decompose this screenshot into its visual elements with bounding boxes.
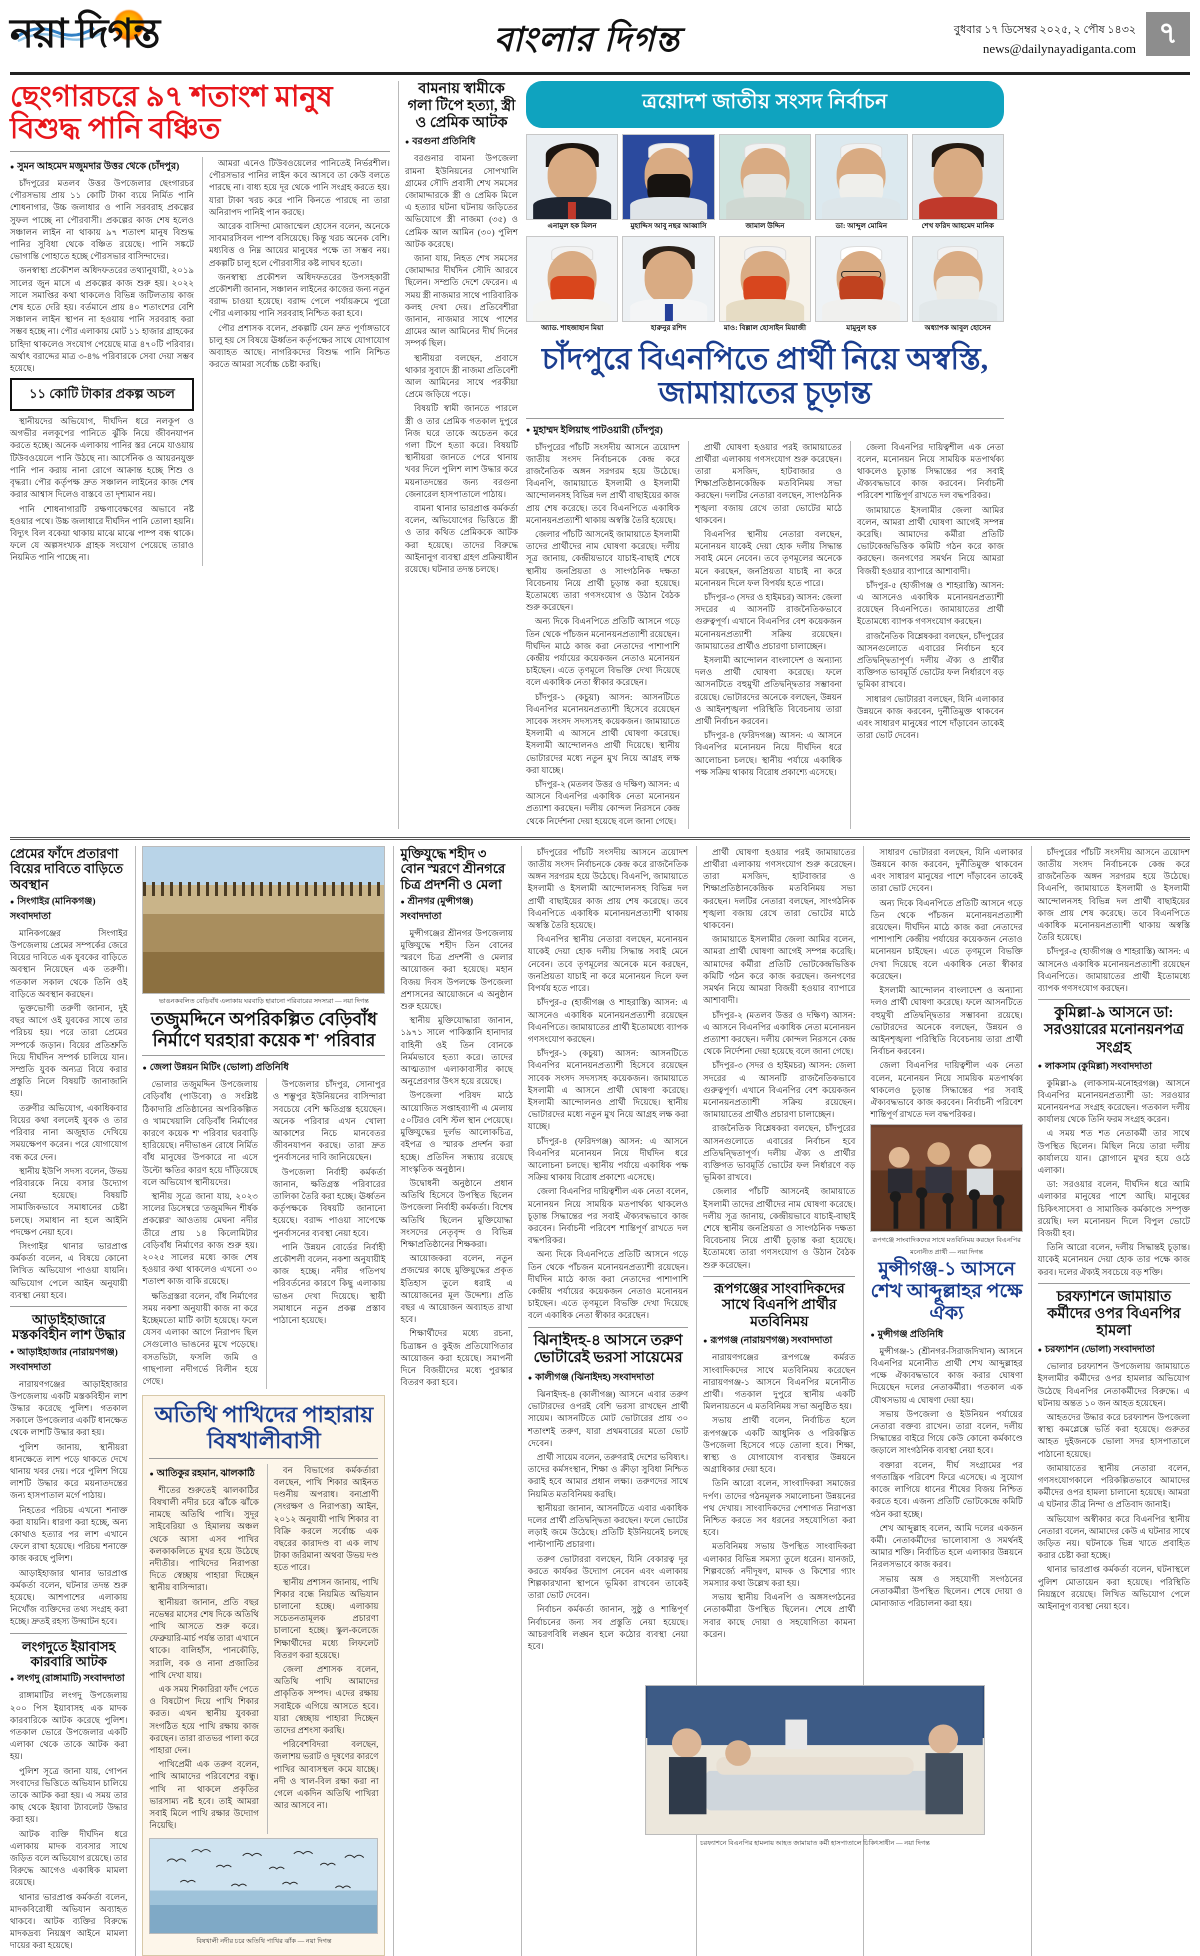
tajumuddin-body-a: ভোলার তজুমদ্দিন উপজেলায় বেড়িবাঁধ (পাউবো) ও সংশ্লিষ্ট ঠিকাদারি প্রতিষ্ঠানের অপরিকল্পিত ও খামখেয়ালি বেড়িবাঁধ নির্মাণের কারণে কয়েক শ' পরিবার ঘরবাড়ি হারিয়েছে। নদীভাঙন রোধে নির্মিত বাঁধ মানুষের উপকারে না এসে উল্টো ক্ষতির কারণ হয়ে দাঁড়িয়েছে বলে অভিযোগ স্থানীয়দের। স্থানীয় সূত্রে জানা যায়, ২০২৩ সালের ডিসেম্বরে 'তজুমদ্দিন শীর্ষক প্রকল্পের' আওতায় মেঘনা নদীর তীরে প্রায় ১৪ কিলোমিটার বেড়িবাঁধ নির্মাণের কাজ শুরু হয়। ২০২৫ সালের মধ্যে কাজ শেষ হওয়ার কথা থাকলেও এখনো ৩০ শতাংশ কাজ বাকি রয়েছে। ক্ষতিগ্রস্তরা বলেন, বাঁধ নির্মাণের সময় নকশা অনুযায়ী কাজ না করে ইচ্ছেমতো মাটি কাটা হয়েছে। ফলে যেসব এলাকা আগে নিরাপদ ছিল সেগুলোও ভাঙনের মুখে পড়েছে। বসতভিটা, ফসলি জমি ও গাছপালা নদীগর্ভে বিলীন হয়ে গেছে। — [142, 1079, 258, 1387]
candidate-photo — [719, 134, 811, 220]
left-rail — [10, 846, 127, 1956]
murder-story — [398, 81, 518, 829]
langadu-story — [10, 1639, 127, 1952]
logo-mark — [10, 8, 220, 60]
candidate-card[interactable] — [912, 134, 1004, 230]
candidate-name: হারুনুর রশিদ — [650, 324, 687, 333]
erosion-photo-caption: ভাঙনকবলিত বেড়িবাঁধ এলাকায় ঘরবাড়ি হারানো পরিবারের সদস্যরা — নয়া দিগন্ত — [159, 998, 369, 1006]
chapafasan-story — [1038, 1289, 1190, 1612]
rupganj-headline: রূপগঞ্জের সাংবাদিকদের সাথে বিএনপি প্রার্থীর মতবিনিময় — [713, 1281, 845, 1330]
langadu-body: রাঙ্গামাটির লংগদু উপজেলায় ২০০ পিস ইয়াবাসহ এক মাদক কারবারিকে আটক করেছে পুলিশ। গতকাল ভোরে উপজেলার একটি এলাকা থেকে তাকে আটক করা হয়। পুলিশ সূত্রে জানা যায়, গোপন সংবাদের ভিত্তিতে অভিযান চালিয়ে তাকে আটক করা হয়। এ সময় তার কাছ থেকে ইয়াবা ট্যাবলেট উদ্ধার করা হয়। আটক ব্যক্তি দীর্ঘদিন ধরে এলাকায় মাদক ব্যবসার সাথে জড়িত বলে অভিযোগ রয়েছে। তার বিরুদ্ধে আগেও একাধিক মামলা রয়েছে। থানার ভারপ্রাপ্ত কর্মকর্তা বলেন, মাদকবিরোধী অভিযান অব্যাহত থাকবে। আটক ব্যক্তির বিরুদ্ধে মাদকদ্রব্য নিয়ন্ত্রণ আইনে মামলা দায়ের করা হয়েছে। — [10, 1690, 128, 1951]
microphones-icon — [871, 1125, 1021, 1231]
hospital-photo — [645, 1685, 985, 1835]
hospital-scene-icon — [646, 1686, 984, 1834]
promar-story — [10, 846, 127, 1301]
candidate-photo — [815, 236, 907, 322]
candidate-grid-row2 — [526, 236, 1004, 332]
candidate-photo — [719, 236, 811, 322]
election-continuation-3: সাধারণ ভোটাররা বলছেন, যিনি এলাকার উন্নয়নে কাজ করবেন, দুর্নীতিমুক্ত থাকবেন এবং সাধারণ মানুষের পাশে দাঁড়াবেন তাকেই তারা ভোট দেবেন। অন্য দিকে বিএনপিতে প্রতিটি আসনে গড়ে তিন থেকে পাঁচজন মনোনয়নপ্রত্যাশী রয়েছেন। দীর্ঘদিন মাঠে কাজ করা নেতাদের পাশাপাশি কেন্দ্রীয় পর্যায়ের কয়েকজন নেতাও মনোনয়ন চাইছেন। এতে তৃণমূলে বিভক্তি দেখা দিয়েছে বলে একাধিক নেতা স্বীকার করেছেন। ইসলামী আন্দোলন বাংলাদেশ ও অন্যান্য দলও প্রার্থী ঘোষণা করেছে। ফলে আসনটিতে বহুমুখী প্রতিদ্বন্দ্বিতার সম্ভাবনা রয়েছে। ভোটারদের অনেকে বলছেন, উন্নয়ন ও আইনশৃঙ্খলা পরিস্থিতি বিবেচনায় তারা প্রার্থী নির্বাচন করবেন। জেলা বিএনপির দায়িত্বশীল এক নেতা বলেন, মনোনয়ন নিয়ে সাময়িক মতপার্থক্য থাকলেও চূড়ান্ত সিদ্ধান্তের পর সবাই ঐক্যবদ্ধভাবে কাজ করবেন। নির্বাচনী পরিবেশ শান্তিপূর্ণ রাখতে দল বদ্ধপরিকর। — [870, 846, 1023, 1120]
candidate-photo — [622, 236, 714, 322]
candidate-card[interactable] — [719, 236, 811, 332]
candidate-name: মুহাদ্দিস আবু নছর আব্বাসি — [630, 222, 707, 230]
comilla-body: কুমিল্লা-৯ (লাকসাম-মনোহরগঞ্জ) আসনে বিএনপির মনোনয়নপ্রত্যাশী ডা: সরওয়ার মনোনয়নপত্র সংগ্রহ করেছেন। গতকাল দলীয় কার্যালয় থেকে তিনি ফরম সংগ্রহ করেন। এ সময় শত শত নেতাকর্মী তার সাথে উপস্থিত ছিলেন। মিছিল নিয়ে তারা দলীয় কার্যালয়ে যান। স্লোগানে মুখর হয়ে ওঠে এলাকা। ডা: সরওয়ার বলেন, দীর্ঘদিন ধরে আমি এলাকার মানুষের পাশে আছি। মানুষের চিকিৎসাসেবা ও সামাজিক কর্মকাণ্ডে সম্পৃক্ত রয়েছি। দল মনোনয়ন দিলে বিপুল ভোটে বিজয়ী হব। তিনি আরো বলেন, দলীয় সিদ্ধান্তই চূড়ান্ত। যাকেই মনোনয়ন দেয়া হোক তার পক্ষে কাজ করব। দলের ঐক্যই সবচেয়ে বড় শক্তি। — [1037, 1077, 1191, 1277]
election-body-c: জেলা বিএনপির দায়িত্বশীল এক নেতা বলেন, মনোনয়ন নিয়ে সাময়িক মতপার্থক্য থাকলেও চূড়ান্ত সিদ্ধান্তের পর সবাই ঐক্যবদ্ধভাবে কাজ করবেন। নির্বাচনী পরিবেশ শান্তিপূর্ণ রাখতে দল বদ্ধপরিকর। জামায়াতে ইসলামীর জেলা আমির বলেন, আমরা প্রার্থী ঘোষণা আগেই সম্পন্ন করেছি। আমাদের কর্মীরা প্রতিটি ভোটকেন্দ্রভিত্তিক কমিটি গঠন করে কাজ করছেন। জনগণের সমর্থন নিয়ে আমরা বিজয়ী হওয়ার ব্যাপারে আশাবাদী। চাঁদপুর-৫ (হাজীগঞ্জ ও শাহরাস্তি) আসন: এ আসনেও একাধিক মনোনয়নপ্রত্যাশী রয়েছেন বিএনপিতে। জামায়াতের প্রার্থী ইতোমধ্যে ব্যাপক গণসংযোগ করছেন। রাজনৈতিক বিশ্লেষকরা বলছেন, চাঁদপুরের আসনগুলোতে এবারের নির্বাচন হবে প্রতিদ্বন্দ্বিতাপূর্ণ। দলীয় ঐক্য ও প্রার্থীর ব্যক্তিগত ভাবমূর্তি ভোটের ফল নির্ধারণে বড় ভূমিকা রাখবে। সাধারণ ভোটাররা বলছেন, যিনি এলাকার উন্নয়নে কাজ করবেন, দুর্নীতিমুক্ত থাকবেন এবং সাধারণ মানুষের পাশে দাঁড়াবেন তাকেই তারা ভোট দেবেন। — [857, 441, 1004, 741]
candidate-card[interactable] — [719, 134, 811, 230]
lead-byline: ● সুমন আহমেদ মজুমদার উত্তর থেকে (চাঁদপুর) — [10, 160, 194, 175]
lead-body-left: চাঁদপুরের মতলব উত্তর উপজেলার ছেংগারচর পৌরসভায় প্রায় ১১ কোটি টাকা ব্যয়ে নির্মিত পানি শোধনাগার, উচ্চ জলাধার ও পানি সরবরাহ প্রকল্পের সুফল পাচ্ছে না পৌরবাসী। প্রকল্পের কাজ শেষ হলেও সঞ্চালন লাইন না থাকায় ৯৭ শতাংশ মানুষ বিশুদ্ধ পানির সুবিধা থেকে বঞ্চিত রয়েছে। পানি সঙ্কটে ভোগান্তি পোহাতে হচ্ছে পৌরসভার বাসিন্দাদের। জনস্বাস্থ্য প্রকৌশল অধিদফতরের তথ্যানুযায়ী, ২০১৯ সালের জুন মাসে এ প্রকল্পের কাজ শুরু হয়। ২০২২ সালে সমাপ্তির কথা থাকলেও বিভিন্ন জটিলতায় কাজ শেষ হতে দেরি হয়। বর্তমানে প্রায় ৪০ শতাংশের বেশি সঞ্চালন লাইন স্থাপন না হওয়ায় পানি সরবরাহ করা সম্ভব হচ্ছে না। পৌর এলাকায় মোট ১১ হাজার গ্রাহকের চাহিদা থাকলেও সংযোগ পেয়েছে মাত্র ৪৭০টি পরিবার। অর্থাৎ বরাদ্দের মাত্র ৩-৪% পরিবারকে সেবা দেয়া সম্ভব হয়েছে। ১১ কোটি টাকার প্রকল্প অচল স্থানীয়দের অভিযোগ, দীর্ঘদিন ধরে নলকূপ ও অগভীর নলকূপের পানিতে ঝুঁকি নিয়ে জীবনযাপন করতে হচ্ছে। অনেক এলাকায় পানির স্তর নেমে যাওয়ায় টিউবওয়েলে পানি উঠছে না। আর্সেনিক ও আয়রনযুক্ত পানি পান করায় নানা রোগে আক্রান্ত হচ্ছে শিশু ও বৃদ্ধরা। পৌর কর্তৃপক্ষ দ্রুত সঞ্চালন লাইনের কাজ শেষ করার আশ্বাস দিলেও বাস্তবে তা দৃশ্যমান নয়। পানি শোধনাগারটি রক্ষণাবেক্ষণের অভাবে নষ্ট হওয়ার পথে। উচ্চ জলাধারে দীর্ঘদিন পানি তোলা হয়নি। বিদ্যুৎ বিল বকেয়া থাকায় মাঝে মাঝে পাম্প বন্ধ থাকে। ফলে যে অল্পসংখ্যক গ্রাহক সংযোগ পেয়েছে তারাও নিয়মিত পানি পাচ্ছে না। — [10, 177, 194, 563]
munshiganj-body: মুন্সীগঞ্জ-১ (শ্রীনগর-সিরাজদিখান) আসনে বিএনপির মনোনীত প্রার্থী শেখ আব্দুল্লাহর পক্ষে ঐক্যবদ্ধভাবে কাজ করার ঘোষণা দিয়েছেন দলের নেতাকর্মীরা। গতকাল এক যৌথসভায় এ ঘোষণা দেয়া হয়। সভায় উপজেলা ও ইউনিয়ন পর্যায়ের নেতারা বক্তব্য রাখেন। তারা বলেন, দলীয় সিদ্ধান্তের বাইরে গিয়ে কেউ কোনো কর্মকাণ্ডে জড়ালে সাংগঠনিক ব্যবস্থা নেয়া হবে। বক্তারা বলেন, দীর্ঘ সংগ্রামের পর গণতান্ত্রিক পরিবেশ ফিরে এসেছে। এ সুযোগ কাজে লাগিয়ে ধানের শীষের বিজয় নিশ্চিত করতে হবে। এজন্য প্রতিটি ভোটকেন্দ্রে কমিটি গঠন করা হচ্ছে। শেখ আব্দুল্লাহ বলেন, আমি দলের একজন কর্মী। নেতাকর্মীদের ভালোবাসা ও সমর্থনই আমার শক্তি। নির্বাচিত হলে এলাকার উন্নয়নে নিরলসভাবে কাজ করব। সভায় অঙ্গ ও সহযোগী সংগঠনের নেতাকর্মীরা উপস্থিত ছিলেন। শেষে দোয়া ও মোনাজাত পরিচালনা করা হয়। — [870, 1345, 1023, 1608]
lead-headline: ছেংগারচরে ৯৭ শতাংশ মানুষ বিশুদ্ধ পানি বঞ্চিত — [10, 81, 333, 146]
rupganj-body: নারায়ণগঞ্জের রূপগঞ্জে কর্মরত সাংবাদিকদের সাথে মতবিনিময় করেছেন নারায়ণগঞ্জ-১ আসনে বিএনপির মনোনীত প্রার্থী। গতকাল দুপুরে স্থানীয় একটি মিলনায়তনে এ মতবিনিময় সভা অনুষ্ঠিত হয়। সভায় প্রার্থী বলেন, নির্বাচিত হলে রূপগঞ্জকে একটি আধুনিক ও পরিকল্পিত উপজেলা হিসেবে গড়ে তোলা হবে। শিক্ষা, স্বাস্থ্য ও যোগাযোগ ব্যবস্থার উন্নয়নে অগ্রাধিকার দেয়া হবে। তিনি আরো বলেন, সাংবাদিকরা সমাজের দর্পণ। তাদের গঠনমূলক সমালোচনা উন্নয়নের পথ দেখায়। সাংবাদিকদের পেশাগত নিরাপত্তা নিশ্চিত করতে সব ধরনের সহযোগিতা করা হবে। মতবিনিময় সভায় উপস্থিত সাংবাদিকরা এলাকার বিভিন্ন সমস্যা তুলে ধরেন। যানজট, শিল্পবর্জ্যে নদীদূষণ, মাদক ও কিশোর গ্যাং সমস্যার কথা উল্লেখ করা হয়। সভায় স্থানীয় বিএনপি ও অঙ্গসংগঠনের নেতাকর্মীরা উপস্থিত ছিলেন। শেষে প্রার্থী সবার কাছে দোয়া ও সহযোগিতা কামনা করেন। — [703, 1352, 856, 1639]
candidate-photo — [526, 236, 618, 322]
top-zone — [10, 81, 1190, 829]
araihazar-byline: ● আড়াইহাজার (নারায়ণগঞ্জ) সংবাদদাতা — [10, 1346, 127, 1376]
center-left-rail — [135, 846, 385, 1956]
muktijuddho-byline: ● শ্রীনগর (মুন্সীগঞ্জ) সংবাদদাতা — [400, 895, 512, 925]
birds-headline: অতিথি পাখিদের পাহারায় বিষখালীবাসী — [154, 1402, 374, 1453]
mid-zone — [10, 846, 1190, 1956]
election-banner: ত্রয়োদশ জাতীয় সংসদ নির্বাচন — [526, 81, 1004, 128]
munshiganj-byline: ● মুন্সীগঞ্জ প্রতিনিধি — [870, 1328, 1022, 1343]
lead-story — [10, 81, 390, 829]
flying-birds-icon — [150, 1839, 377, 1933]
election-main-headline: চাঁদপুরে বিএনপিতে প্রার্থী নিয়ে অস্বস্তি, জামায়াতের চূড়ান্ত — [541, 342, 989, 411]
candidate-photo — [815, 134, 907, 220]
press-conference-photo — [870, 1124, 1022, 1232]
candidate-photo — [912, 236, 1004, 322]
right-rail — [1031, 846, 1190, 1956]
candidate-card[interactable] — [526, 236, 618, 332]
birds-byline: ● আতিকুর রহমান, ঝালকাঠি — [149, 1467, 258, 1482]
page-number-badge: ৭ — [1146, 12, 1190, 56]
masthead-meta — [954, 8, 1136, 58]
candidate-grid-row1 — [526, 134, 1004, 230]
candidate-card[interactable] — [815, 134, 907, 230]
erosion-photo — [142, 846, 385, 994]
birds-photo-caption: বিষখালী নদীর চরে অতিথি পাখির ঝাঁক — নয়া দিগন্ত — [196, 1938, 332, 1945]
candidate-card[interactable] — [912, 236, 1004, 332]
munshiganj-headline: মুন্সীগঞ্জ-১ আসনে শেখ আব্দুল্লাহর পক্ষে ঐক্য — [870, 1259, 1023, 1325]
murder-headline: বামনায় স্বামীকে গলা টিপে হত্যা, স্ত্রী ও প্রেমিক আটক — [407, 81, 516, 132]
jhenaidah-headline: ঝিনাইদহ-৪ আসনে তরুণ ভোটারেই ভরসা সায়েমের — [533, 1332, 683, 1367]
comilla-byline: ● লাকসাম (কুমিল্লা) সংবাদদাতা — [1038, 1060, 1190, 1075]
langadu-headline: লংগদুতে ইয়াবাসহ কারবারি আটক — [21, 1638, 116, 1669]
hospital-photo-caption: চরফ্যাশনে বিএনপির হামলায় আহত জামায়াত কর্মী হাসপাতালে চিকিৎসাধীন — নয়া দিগন্ত — [700, 1839, 930, 1847]
jhenaidah-byline: ● কালীগঞ্জ (ঝিনাইদহ) সংবাদদাতা — [528, 1371, 688, 1386]
section-divider — [10, 837, 1190, 840]
candidate-photo — [622, 134, 714, 220]
comilla-headline: কুমিল্লা-৯ আসনে ডা: সরওয়ারের মনোনয়নপত্র সংগ্রহ — [1044, 1005, 1184, 1056]
araihazar-body: নারায়ণগঞ্জের আড়াইহাজার উপজেলায় একটি মস্তকবিহীন লাশ উদ্ধার করেছে পুলিশ। গতকাল সকালে উপজেলার একটি ধানক্ষেত থেকে লাশটি উদ্ধার করা হয়। পুলিশ জানায়, স্থানীয়রা ধানক্ষেতে লাশ পড়ে থাকতে দেখে থানায় খবর দেয়। পরে পুলিশ গিয়ে লাশটি উদ্ধার করে ময়নাতদন্তের জন্য হাসপাতাল মর্গে পাঠায়। নিহতের পরিচয় এখনো শনাক্ত করা যায়নি। ধারণা করা হচ্ছে, অন্য কোথাও হত্যার পর লাশ এখানে ফেলে রাখা হয়েছে। পরিচয় শনাক্তে কাজ করছে পুলিশ। আড়াইহাজার থানার ভারপ্রাপ্ত কর্মকর্তা বলেন, ঘটনার তদন্ত শুরু হয়েছে। আশপাশের এলাকায় নিখোঁজ ব্যক্তিদের তথ্য সংগ্রহ করা হচ্ছে। দ্রুতই রহস্য উদ্ঘাটন হবে। — [10, 1378, 128, 1627]
lead-callout-box: ১১ কোটি টাকার প্রকল্প অচল — [10, 378, 194, 411]
chapafasan-headline: চরফ্যাশনে জামায়াত কর্মীদের ওপর বিএনপির হামলা — [1047, 1288, 1181, 1340]
munshiganj-story — [870, 1259, 1022, 1609]
langadu-byline: ● লংগদু (রাঙ্গামাটি) সংবাদদাতা — [10, 1672, 127, 1687]
candidate-name: জামাল উদ্দিন — [745, 222, 785, 230]
candidate-card[interactable] — [622, 134, 714, 230]
publication-logo[interactable] — [10, 8, 220, 60]
email-address: news@dailynayadiganta.com — [982, 40, 1136, 56]
tajumuddin-byline: ● জেলা উন্নয়ন মিটিং (ভোলা) প্রতিনিধি — [142, 1061, 385, 1076]
muktijuddho-headline: মুক্তিযুদ্ধে শহীদ ৩ বোন স্মরণে শ্রীনগরে চিত্র প্রদর্শনী ও মেলা — [400, 845, 506, 892]
jhenaidah-body: ঝিনাইদহ-৪ (কালীগঞ্জ) আসনে এবার তরুণ ভোটারদের ওপরই বেশি ভরসা রাখছেন প্রার্থী সায়েম। আসনটিতে মোট ভোটারের প্রায় ৩০ শতাংশই তরুণ, যারা প্রথমবারের মতো ভোট দেবেন। প্রার্থী সায়েম বলেন, তরুণরাই দেশের ভবিষ্যৎ। তাদের কর্মসংস্থান, শিক্ষা ও ক্রীড়া সুবিধা নিশ্চিত করাই হবে আমার প্রধান লক্ষ্য। তরুণদের সাথে নিয়মিত মতবিনিময় করছি। স্থানীয়রা জানান, আসনটিতে এবার একাধিক দলের প্রার্থী প্রতিদ্বন্দ্বিতা করছেন। ফলে ভোটের লড়াই জমে উঠেছে। প্রতিটি ইউনিয়নেই চলছে পাল্টাপাল্টি প্রচারণা। তরুণ ভোটাররা বলছেন, যিনি বেকারত্ব দূর করতে কার্যকর উদ্যোগ নেবেন এবং এলাকায় শিল্পকারখানা স্থাপনে ভূমিকা রাখবেন তাকেই তারা ভোট দেবেন। নির্বাচন কর্মকর্তা জানান, সুষ্ঠু ও শান্তিপূর্ণ নির্বাচনের জন্য সব প্রস্তুতি নেয়া হয়েছে। আচরণবিধি লঙ্ঘন হলে কঠোর ব্যবস্থা নেয়া হবে। — [527, 1388, 689, 1652]
election-package — [526, 81, 1004, 829]
rupganj-byline: ● রূপগঞ্জ (নারায়ণগঞ্জ) সংবাদদাতা — [703, 1334, 855, 1349]
candidate-photo — [912, 134, 1004, 220]
press-photo-caption: রূপগঞ্জে সাংবাদিকদের সাথে মতবিনিময় করছেন বিএনপির মনোনীত প্রার্থী — নয়া দিগন্ত — [872, 1236, 1021, 1256]
election-continuation-2: প্রার্থী ঘোষণা হওয়ার পরই জামায়াতের প্রার্থীরা এলাকায় গণসংযোগ শুরু করেছেন। তারা মসজিদ, হাটবাজার ও শিক্ষাপ্রতিষ্ঠানকেন্দ্রিক মতবিনিময় সভা করছেন। দলটির নেতারা বলছেন, সাংগঠনিক শৃঙ্খলা বজায় রেখে তারা ভোটের মাঠে থাকবেন। জামায়াতে ইসলামীর জেলা আমির বলেন, আমরা প্রার্থী ঘোষণা আগেই সম্পন্ন করেছি। আমাদের কর্মীরা প্রতিটি ভোটকেন্দ্রভিত্তিক কমিটি গঠন করে কাজ করছেন। জনগণের সমর্থন নিয়ে আমরা বিজয়ী হওয়ার ব্যাপারে আশাবাদী। চাঁদপুর-২ (মতলব উত্তর ও দক্ষিণ) আসন: এ আসনে বিএনপির একাধিক নেতা মনোনয়ন প্রত্যাশা করছেন। দলীয় কোন্দল নিরসনে কেন্দ্র থেকে নির্দেশনা দেয়া হয়েছে বলে জানা গেছে। চাঁদপুর-৩ (সদর ও হাইমচর) আসন: জেলা সদরের এ আসনটি রাজনৈতিকভাবে গুরুত্বপূর্ণ। এখানে বিএনপির বেশ কয়েকজন মনোনয়নপ্রত্যাশী সক্রিয় রয়েছেন। জামায়াতের প্রার্থীও প্রচারণা চালাচ্ছেন। রাজনৈতিক বিশ্লেষকরা বলছেন, চাঁদপুরের আসনগুলোতে এবারের নির্বাচন হবে প্রতিদ্বন্দ্বিতাপূর্ণ। দলীয় ঐক্য ও প্রার্থীর ব্যক্তিগত ভাবমূর্তি ভোটের ফল নির্ধারণে বড় ভূমিকা রাখবে। জেলার পাঁচটি আসনেই জামায়াতে ইসলামী তাদের প্রার্থীদের নাম ঘোষণা করেছে। দলীয় সূত্র জানায়, কেন্দ্রীয়ভাবে যাচাই-বাছাই শেষে স্থানীয় জনপ্রিয়তা ও সাংগঠনিক দক্ষতা বিবেচনায় নিয়ে প্রার্থী চূড়ান্ত করা হয়েছে। ইতোমধ্যে তারা গণসংযোগ ও উঠান বৈঠক শুরু করেছেন। — [703, 846, 856, 1270]
tajumuddin-body-b: উপজেলার চাঁদপুর, সোনাপুর ও শম্ভুপুর ইউনিয়নের বাসিন্দারা সবচেয়ে বেশি ক্ষতিগ্রস্ত হয়েছেন। অনেক পরিবার এখন খোলা আকাশের নিচে মানবেতর জীবনযাপন করছে। তারা দ্রুত পুনর্বাসনের দাবি জানিয়েছেন। উপজেলা নির্বাহী কর্মকর্তা জানান, ক্ষতিগ্রস্ত পরিবারের তালিকা তৈরি করা হচ্ছে। ঊর্ধ্বতন কর্তৃপক্ষকে বিষয়টি জানানো হয়েছে। বরাদ্দ পাওয়া সাপেক্ষে পুনর্বাসনের ব্যবস্থা নেয়া হবে। পানি উন্নয়ন বোর্ডের নির্বাহী প্রকৌশলী বলেন, নকশা অনুযায়ীই কাজ হচ্ছে। নদীর গতিপথ পরিবর্তনের কারণে কিছু এলাকায় ভাঙন দেখা দিয়েছে। স্থায়ী সমাধানে নতুন প্রকল্প প্রস্তাব পাঠানো হয়েছে। — [272, 1079, 386, 1325]
muktijuddho-body: মুন্সীগঞ্জের শ্রীনগর উপজেলায় মুক্তিযুদ্ধে শহীদ তিন বোনের স্মরণে চিত্র প্রদর্শনী ও মেলার আয়োজন করা হয়েছে। মহান বিজয় দিবস উপলক্ষে উপজেলা প্রশাসনের আয়োজনে এ অনুষ্ঠান শুরু হয়েছে। স্থানীয় মুক্তিযোদ্ধারা জানান, ১৯৭১ সালে পাকিস্তানি হানাদার বাহিনী ওই তিন বোনকে নির্মমভাবে হত্যা করে। তাদের আত্মত্যাগ এলাকাবাসীর কাছে অনুপ্রেরণার উৎস হয়ে রয়েছে। উপজেলা পরিষদ মাঠে আয়োজিত সপ্তাহব্যাপী এ মেলায় ৫০টিরও বেশি স্টল স্থান পেয়েছে। মুক্তিযুদ্ধের দুর্লভ আলোকচিত্র, বইপত্র ও স্মারক প্রদর্শন করা হচ্ছে। প্রতিদিন সন্ধ্যায় রয়েছে সাংস্কৃতিক অনুষ্ঠান। উদ্বোধনী অনুষ্ঠানে প্রধান অতিথি হিসেবে উপস্থিত ছিলেন উপজেলা নির্বাহী কর্মকর্তা। বিশেষ অতিথি ছিলেন মুক্তিযোদ্ধা সংসদের নেতৃবৃন্দ ও বিভিন্ন শিক্ষাপ্রতিষ্ঠানের শিক্ষকরা। আয়োজকরা বলেন, নতুন প্রজন্মের কাছে মুক্তিযুদ্ধের প্রকৃত ইতিহাস তুলে ধরাই এ আয়োজনের মূল উদ্দেশ্য। প্রতি বছর এ আয়োজন অব্যাহত রাখা হবে। শিক্ষার্থীদের মধ্যে রচনা, চিত্রাঙ্কন ও কুইজ প্রতিযোগিতার আয়োজন করা হয়েছে। সমাপনী দিনে বিজয়ীদের মধ্যে পুরস্কার বিতরণ করা হবে। — [400, 927, 513, 1388]
rupganj-story — [703, 1282, 855, 1640]
candidate-card[interactable] — [622, 236, 714, 332]
birds-side-body: বন বিভাগের কর্মকর্তারা বলছেন, পাখি শিকার আইনত দণ্ডনীয় অপরাধ। বন্যপ্রাণী (সংরক্ষণ ও নিরাপত্তা) আইন, ২০১২ অনুযায়ী পাখি শিকার বা বিক্রি করলে সর্বোচ্চ এক বছরের কারাদণ্ড বা এক লাখ টাকা জরিমানা অথবা উভয় দণ্ড হতে পারে। স্থানীয় প্রশাসন জানায়, পাখি শিকার বন্ধে নিয়মিত অভিযান চালানো হচ্ছে। এলাকায় সচেতনতামূলক প্রচারণা চালানো হচ্ছে। স্কুল-কলেজে শিক্ষার্থীদের মধ্যে লিফলেট বিতরণ করা হয়েছে। জেলা প্রশাসক বলেন, অতিথি পাখি আমাদের প্রাকৃতিক সম্পদ। এদের রক্ষায় সবাইকে এগিয়ে আসতে হবে। যারা স্বেচ্ছায় পাহারা দিচ্ছেন তাদের প্রশংসা করছি। পরিবেশবিদরা বলছেন, জলাশয় ভরাট ও দূষণের কারণে পাখির আবাসস্থল কমে যাচ্ছে। নদী ও খাল-বিল রক্ষা করা না গেলে একদিন অতিথি পাখিরা আর আসবে না। — [273, 1464, 379, 1811]
candidate-name: শেখ ফরিদ আহমেদ মানিক — [921, 222, 995, 230]
lead-body-right: আমরা এনেও টিউবওয়েলের পানিতেই নির্ভরশীল। পৌরসভার পানির লাইন কবে আসবে তা কেউ বলতে পারছে না। বাধ্য হয়ে দূর থেকে পানি সংগ্রহ করতে হয়। যারা টাকা খরচ করে পানি কিনতে পারছে না তারা অনিরাপদ পানিই পান করছে। আরেক বাসিন্দা মোজাম্মেল হোসেন বলেন, অনেকে সাবমারসিবল পাম্প বসিয়েছে। কিন্তু খরচ অনেক বেশি। মধ্যবিত্ত ও নিম্ন আয়ের মানুষের পক্ষে তা সম্ভব নয়। প্রকল্পটি চালু হলে পৌরবাসীর কষ্ট লাঘব হতো। জনস্বাস্থ্য প্রকৌশল অধিদফতরের উপসহকারী প্রকৌশলী জানান, সঞ্চালন লাইনের কাজের জন্য নতুন বরাদ্দ চাওয়া হয়েছে। বরাদ্দ পেলে পর্যায়ক্রমে পুরো পৌর এলাকায় পানি সরবরাহ নিশ্চিত করা হবে। পৌর প্রশাসক বলেন, প্রকল্পটি যেন দ্রুত পূর্ণাঙ্গভাবে চালু হয় সে বিষয়ে ঊর্ধ্বতন কর্তৃপক্ষের সাথে যোগাযোগ অব্যাহত আছে। নাগরিকদের বিশুদ্ধ পানি নিশ্চিত করতে আমরা সর্বোচ্চ চেষ্টা করছি। — [209, 157, 390, 370]
araihazar-story — [10, 1312, 127, 1628]
election-body-a: চাঁদপুরের পাঁচটি সংসদীয় আসনে ত্রয়োদশ জাতীয় সংসদ নির্বাচনকে কেন্দ্র করে রাজনৈতিক অঙ্গন সরগরম হয়ে উঠেছে। বিএনপি, জামায়াতে ইসলামী ও ইসলামী আন্দোলনসহ বিভিন্ন দল প্রার্থী বাছাইয়ের কাজ প্রায় শেষ করেছে। তবে বিএনপিতে একাধিক মনোনয়নপ্রত্যাশী থাকায় অস্বস্তি তৈরি হয়েছে। জেলার পাঁচটি আসনেই জামায়াতে ইসলামী তাদের প্রার্থীদের নাম ঘোষণা করেছে। দলীয় সূত্র জানায়, কেন্দ্রীয়ভাবে যাচাই-বাছাই শেষে স্থানীয় জনপ্রিয়তা ও সাংগঠনিক দক্ষতা বিবেচনায় নিয়ে প্রার্থী চূড়ান্ত করা হয়েছে। ইতোমধ্যে তারা গণসংযোগ ও উঠান বৈঠক শুরু করেছেন। অন্য দিকে বিএনপিতে প্রতিটি আসনে গড়ে তিন থেকে পাঁচজন মনোনয়নপ্রত্যাশী রয়েছেন। দীর্ঘদিন মাঠে কাজ করা নেতাদের পাশাপাশি কেন্দ্রীয় পর্যায়ের কয়েকজন নেতাও মনোনয়ন চাইছেন। এতে তৃণমূলে বিভক্তি দেখা দিয়েছে বলে একাধিক নেতা স্বীকার করেছেন। চাঁদপুর-১ (কচুয়া) আসন: আসনটিতে বিএনপির মনোনয়নপ্রত্যাশী হিসেবে রয়েছেন সাবেক সংসদ সদস্যসহ কয়েকজন। জামায়াতে ইসলামী এ আসনে প্রার্থী ঘোষণা করেছে। ইসলামী আন্দোলনও প্রার্থী দিয়েছে। স্থানীয় ভোটারদের মধ্যে নতুন মুখ নিয়ে আগ্রহ লক্ষ করা যাচ্ছে। চাঁদপুর-২ (মতলব উত্তর ও দক্ষিণ) আসন: এ আসনে বিএনপির একাধিক নেতা মনোনয়ন প্রত্যাশা করছেন। দলীয় কোন্দল নিরসনে কেন্দ্র থেকে নির্দেশনা দেয়া হয়েছে বলে জানা গেছে। — [526, 441, 680, 826]
promar-byline: ● সিংগাইর (মানিকগঞ্জ) সংবাদদাতা — [10, 895, 127, 925]
election-continuation-4: চাঁদপুরের পাঁচটি সংসদীয় আসনে ত্রয়োদশ জাতীয় সংসদ নির্বাচনকে কেন্দ্র করে রাজনৈতিক অঙ্গন সরগরম হয়ে উঠেছে। বিএনপি, জামায়াতে ইসলামী ও ইসলামী আন্দোলনসহ বিভিন্ন দল প্রার্থী বাছাইয়ের কাজ প্রায় শেষ করেছে। তবে বিএনপিতে একাধিক মনোনয়নপ্রত্যাশী থাকায় অস্বস্তি তৈরি হয়েছে। চাঁদপুর-৫ (হাজীগঞ্জ ও শাহরাস্তি) আসন: এ আসনেও একাধিক মনোনয়নপ্রত্যাশী রয়েছেন বিএনপিতে। জামায়াতের প্রার্থী ইতোমধ্যে ব্যাপক গণসংযোগ করছেন। — [1037, 846, 1191, 994]
candidate-name: মামুনুল হক — [846, 324, 877, 333]
candidate-name: এনামুল হক মিলন — [547, 222, 597, 230]
candidate-photo — [526, 134, 618, 220]
logo-text: নয়া দিগন্ত — [10, 11, 160, 56]
election-body-b: প্রার্থী ঘোষণা হওয়ার পরই জামায়াতের প্রার্থীরা এলাকায় গণসংযোগ শুরু করেছেন। তারা মসজিদ, হাটবাজার ও শিক্ষাপ্রতিষ্ঠানকেন্দ্রিক মতবিনিময় সভা করছেন। দলটির নেতারা বলছেন, সাংগঠনিক শৃঙ্খলা বজায় রেখে তারা ভোটের মাঠে থাকবেন। বিএনপির স্থানীয় নেতারা বলছেন, মনোনয়ন যাকেই দেয়া হোক দলীয় সিদ্ধান্ত সবাই মেনে নেবেন। তবে তৃণমূলের অনেকে মনে করছেন, জনপ্রিয়তা যাচাই না করে মনোনয়ন দিলে ফল বিপর্যয় হতে পারে। চাঁদপুর-৩ (সদর ও হাইমচর) আসন: জেলা সদরের এ আসনটি রাজনৈতিকভাবে গুরুত্বপূর্ণ। এখানে বিএনপির বেশ কয়েকজন মনোনয়নপ্রত্যাশী সক্রিয় রয়েছেন। জামায়াতের প্রার্থীও প্রচারণা চালাচ্ছেন। ইসলামী আন্দোলন বাংলাদেশ ও অন্যান্য দলও প্রার্থী ঘোষণা করেছে। ফলে আসনটিতে বহুমুখী প্রতিদ্বন্দ্বিতার সম্ভাবনা রয়েছে। ভোটারদের অনেকে বলছেন, উন্নয়ন ও আইনশৃঙ্খলা পরিস্থিতি বিবেচনায় তারা প্রার্থী নির্বাচন করবেন। চাঁদপুর-৪ (ফরিদগঞ্জ) আসন: এ আসনে বিএনপির মনোনয়ন নিয়ে দীর্ঘদিন ধরে আলোচনা চলছে। স্থানীয় পর্যায়ে একাধিক পক্ষ সক্রিয় থাকায় বিরোধ প্রকাশ্যে এসেছে। — [695, 441, 842, 777]
birds-feature — [142, 1395, 385, 1955]
candidate-card[interactable] — [815, 236, 907, 332]
promar-body: মানিকগঞ্জের সিংগাইর উপজেলায় প্রেমের সম্পর্কের জেরে বিয়ের দাবিতে এক যুবকের বাড়িতে অবস্থান নিয়েছেন এক তরুণী। গতকাল সকাল থেকে তিনি ওই বাড়িতে অবস্থান করছেন। ভুক্তভোগী তরুণী জানান, দুই বছর আগে ওই যুবকের সাথে তার পরিচয় হয়। পরে তারা প্রেমের সম্পর্কে জড়ান। বিয়ের প্রতিশ্রুতি দিয়ে দীর্ঘদিন সম্পর্ক চালিয়ে যান। সম্প্রতি যুবক অন্যত্র বিয়ে করার প্রস্তুতি নিলে বিষয়টি জানাজানি হয়। তরুণীর অভিযোগ, একাধিকবার বিয়ের কথা বললেই যুবক ও তার পরিবার নানা অজুহাত দেখিয়ে সময়ক্ষেপণ করেন। পরে যোগাযোগ বন্ধ করে দেন। স্থানীয় ইউপি সদস্য বলেন, উভয় পরিবারকে নিয়ে বসার উদ্যোগ নেয়া হয়েছে। বিষয়টি সামাজিকভাবে সমাধানের চেষ্টা চলছে। সমাধান না হলে আইনি পদক্ষেপ নেয়া হবে। সিংগাইর থানার ভারপ্রাপ্ত কর্মকর্তা বলেন, এ বিষয়ে কোনো লিখিত অভিযোগ পাওয়া যায়নি। অভিযোগ পেলে আইন অনুযায়ী ব্যবস্থা নেয়া হবে। — [10, 927, 128, 1300]
araihazar-headline: আড়াইহাজারে মস্তকবিহীন লাশ উদ্ধার — [12, 1311, 126, 1343]
candidate-name: অ্যাড. শাহজাহান মিয়া — [541, 324, 604, 333]
promar-headline: প্রেমের ফাঁদে প্রতারণা বিয়ের দাবিতে বাড়িতে অবস্থান — [10, 845, 124, 892]
masthead-divider — [10, 72, 1190, 75]
hospital-photo-block — [645, 1685, 985, 1850]
birds-body: শীতের শুরুতেই ঝালকাঠির বিষখালী নদীর চরে ঝাঁকে ঝাঁকে নামছে অতিথি পাখি। সুদূর সাইবেরিয়া ও হিমালয় অঞ্চল থেকে আসা এসব পাখির কলকাকলিতে মুখর হয়ে উঠেছে নদীতীর। পাখিদের নিরাপত্তা দিতে স্বেচ্ছায় পাহারা দিচ্ছেন স্থানীয় বাসিন্দারা। স্থানীয়রা জানান, প্রতি বছর নভেম্বর মাসের শেষ দিকে অতিথি পাখি আসতে শুরু করে। ফেব্রুয়ারি-মার্চ পর্যন্ত তারা এখানে থাকে। বালিহাঁস, পানকৌড়ি, সরালি, বক ও নানা প্রজাতির পাখি দেখা যায়। এক সময় শিকারিরা ফাঁদ পেতে ও বিষটোপ দিয়ে পাখি শিকার করত। এখন স্থানীয় যুবকরা সংগঠিত হয়ে পাখি রক্ষায় কাজ করছেন। তারা রাতভর পালা করে পাহারা দেন। পাখিপ্রেমী এক তরুণ বলেন, পাখি আমাদের পরিবেশের বন্ধু। পাখি না থাকলে প্রকৃতির ভারসাম্য নষ্ট হবে। তাই আমরা সবাই মিলে পাখি রক্ষার উদ্যোগ নিয়েছি। — [149, 1484, 259, 1831]
masthead — [10, 8, 1190, 70]
murder-byline: ● বরগুনা প্রতিনিধি — [405, 135, 518, 150]
paper-title: বাংলার দিগন্ত — [493, 22, 680, 59]
chapafasan-body: ভোলার চরফ্যাশন উপজেলায় জামায়াতে ইসলামীর কর্মীদের ওপর হামলার অভিযোগ উঠেছে বিএনপির নেতাকর্মীদের বিরুদ্ধে। এ ঘটনায় অন্তত ১০ জন আহত হয়েছেন। আহতদের উদ্ধার করে চরফ্যাশন উপজেলা স্বাস্থ্য কমপ্লেক্সে ভর্তি করা হয়েছে। গুরুতর আহত দুইজনকে ভোলা সদর হাসপাতালে পাঠানো হয়েছে। জামায়াতের স্থানীয় নেতারা বলেন, গণসংযোগকালে পরিকল্পিতভাবে আমাদের কর্মীদের ওপর হামলা চালানো হয়েছে। আমরা এ ঘটনার তীব্র নিন্দা ও প্রতিবাদ জানাই। অভিযোগ অস্বীকার করে বিএনপির স্থানীয় নেতারা বলেন, আমাদের কেউ এ ঘটনার সাথে জড়িত নয়। ঘটনাকে ভিন্ন খাতে প্রবাহিত করার চেষ্টা করা হচ্ছে। থানার ভারপ্রাপ্ত কর্মকর্তা বলেন, ঘটনাস্থলে পুলিশ মোতায়েন করা হয়েছে। পরিস্থিতি নিয়ন্ত্রণে রয়েছে। লিখিত অভিযোগ পেলে আইনানুগ ব্যবস্থা নেয়া হবে। — [1037, 1361, 1191, 1612]
candidate-name: অধ্যাপক আবুল হোসেন — [924, 324, 991, 333]
muktijuddho-story — [393, 846, 512, 1956]
birds-photo — [149, 1838, 378, 1934]
tajumuddin-headline: তজুমদ্দিনে অপরিকল্পিত বেড়িবাঁধ নির্মাণে ঘরহারা কয়েক শ' পরিবার — [150, 1008, 378, 1050]
comilla-story — [1038, 1005, 1190, 1278]
election-continuation: চাঁদপুরের পাঁচটি সংসদীয় আসনে ত্রয়োদশ জাতীয় সংসদ নির্বাচনকে কেন্দ্র করে রাজনৈতিক অঙ্গন সরগরম হয়ে উঠেছে। বিএনপি, জামায়াতে ইসলামী ও ইসলামী আন্দোলনসহ বিভিন্ন দল প্রার্থী বাছাইয়ের কাজ প্রায় শেষ করেছে। তবে বিএনপিতে একাধিক মনোনয়নপ্রত্যাশী থাকায় অস্বস্তি তৈরি হয়েছে। বিএনপির স্থানীয় নেতারা বলছেন, মনোনয়ন যাকেই দেয়া হোক দলীয় সিদ্ধান্ত সবাই মেনে নেবেন। তবে তৃণমূলের অনেকে মনে করছেন, জনপ্রিয়তা যাচাই না করে মনোনয়ন দিলে ফল বিপর্যয় হতে পারে। চাঁদপুর-৫ (হাজীগঞ্জ ও শাহরাস্তি) আসন: এ আসনেও একাধিক মনোনয়নপ্রত্যাশী রয়েছেন বিএনপিতে। জামায়াতের প্রার্থী ইতোমধ্যে ব্যাপক গণসংযোগ করছেন। চাঁদপুর-১ (কচুয়া) আসন: আসনটিতে বিএনপির মনোনয়নপ্রত্যাশী হিসেবে রয়েছেন সাবেক সংসদ সদস্যসহ কয়েকজন। জামায়াতে ইসলামী এ আসনে প্রার্থী ঘোষণা করেছে। ইসলামী আন্দোলনও প্রার্থী দিয়েছে। স্থানীয় ভোটারদের মধ্যে নতুন মুখ নিয়ে আগ্রহ লক্ষ করা যাচ্ছে। চাঁদপুর-৪ (ফরিদগঞ্জ) আসন: এ আসনে বিএনপির মনোনয়ন নিয়ে দীর্ঘদিন ধরে আলোচনা চলছে। স্থানীয় পর্যায়ে একাধিক পক্ষ সক্রিয় থাকায় বিরোধ প্রকাশ্যে এসেছে। জেলা বিএনপির দায়িত্বশীল এক নেতা বলেন, মনোনয়ন নিয়ে সাময়িক মতপার্থক্য থাকলেও চূড়ান্ত সিদ্ধান্তের পর সবাই ঐক্যবদ্ধভাবে কাজ করবেন। নির্বাচনী পরিবেশ শান্তিপূর্ণ রাখতে দল বদ্ধপরিকর। অন্য দিকে বিএনপিতে প্রতিটি আসনে গড়ে তিন থেকে পাঁচজন মনোনয়নপ্রত্যাশী রয়েছেন। দীর্ঘদিন মাঠে কাজ করা নেতাদের পাশাপাশি কেন্দ্রীয় পর্যায়ের কয়েকজন নেতাও মনোনয়ন চাইছেন। এতে তৃণমূলে বিভক্তি দেখা দিয়েছে বলে একাধিক নেতা স্বীকার করেছেন। — [527, 846, 689, 1321]
date-line: বুধবার ১৭ ডিসেম্বর ২০২৫, ২ পৌষ ১৪৩২ — [953, 24, 1136, 36]
election-byline: ● মুহাম্মদ ইলিয়াছ পাটওয়ারী (চাঁদপুর) — [526, 424, 1004, 439]
chapafasan-byline: ● চরফ্যাশন (ভোলা) সংবাদদাতা — [1038, 1343, 1190, 1358]
jhenaidah-story — [528, 1333, 688, 1653]
murder-body: বরগুনার বামনা উপজেলা রামনা ইউনিয়নের সোপখালি গ্রামের সৌদি প্রবাসী শেখ সমসের জোমাদ্দারকে স্ত্রী ও প্রেমিক মিলে এ হত্যার ঘটনা ঘটনায় জড়িতের অভিযোগে স্ত্রী নাজমা (৩৫) ও প্রেমিক আল আমিন (৩০) পুলিশ আটক করেছে। জানা যায়, নিহত শেখ সমসের জোমাদ্দার দীর্ঘদিন সৌদি আরবে ছিলেন। সম্প্রতি দেশে ফেরেন। এ সময় স্ত্রী নাজমার সাথে পারিবারিক কলহ দেখা দেয়। প্রতিবেশীরা জানান, নাজমার সাথে পাশের গ্রামের আল আমিনের দীর্ঘ দিনের সম্পর্ক ছিল। স্থানীয়রা বলছেন, প্রবাসে থাকার সুবাদে স্ত্রী নাজমা প্রতিবেশী আল আমিনের সাথে পরকীয়া প্রেমে জড়িয়ে পড়ে। বিষয়টি স্বামী জানতে পারলে স্ত্রী ও তার প্রেমিক গতকাল দুপুরে নিজ ঘরে তাকে অচেতন করে গলা টিপে হত্যা করে। বিষয়টি স্থানীয়রা জানতে পেরে থানায় খবর দিলে পুলিশ লাশ উদ্ধার করে ময়নাতদন্তের জন্য বরগুনা জেনারেল হাসপাতালে পাঠায়। বামনা থানার ভারপ্রাপ্ত কর্মকর্তা বলেন, অভিযোগের ভিত্তিতে স্ত্রী ও তার কথিত প্রেমিককে আটক করা হয়েছে। তাদের বিরুদ্ধে আইনানুগ ব্যবস্থা গ্রহণ প্রক্রিয়াধীন রয়েছে। ঘটনার তদন্ত চলছে। — [405, 153, 518, 575]
candidate-name: মাও: বিল্লাল হোসাইন মিয়াজী — [723, 324, 807, 333]
candidate-name: ডা: আব্দুল মোমিন — [835, 222, 888, 230]
candidate-card[interactable] — [526, 134, 618, 230]
